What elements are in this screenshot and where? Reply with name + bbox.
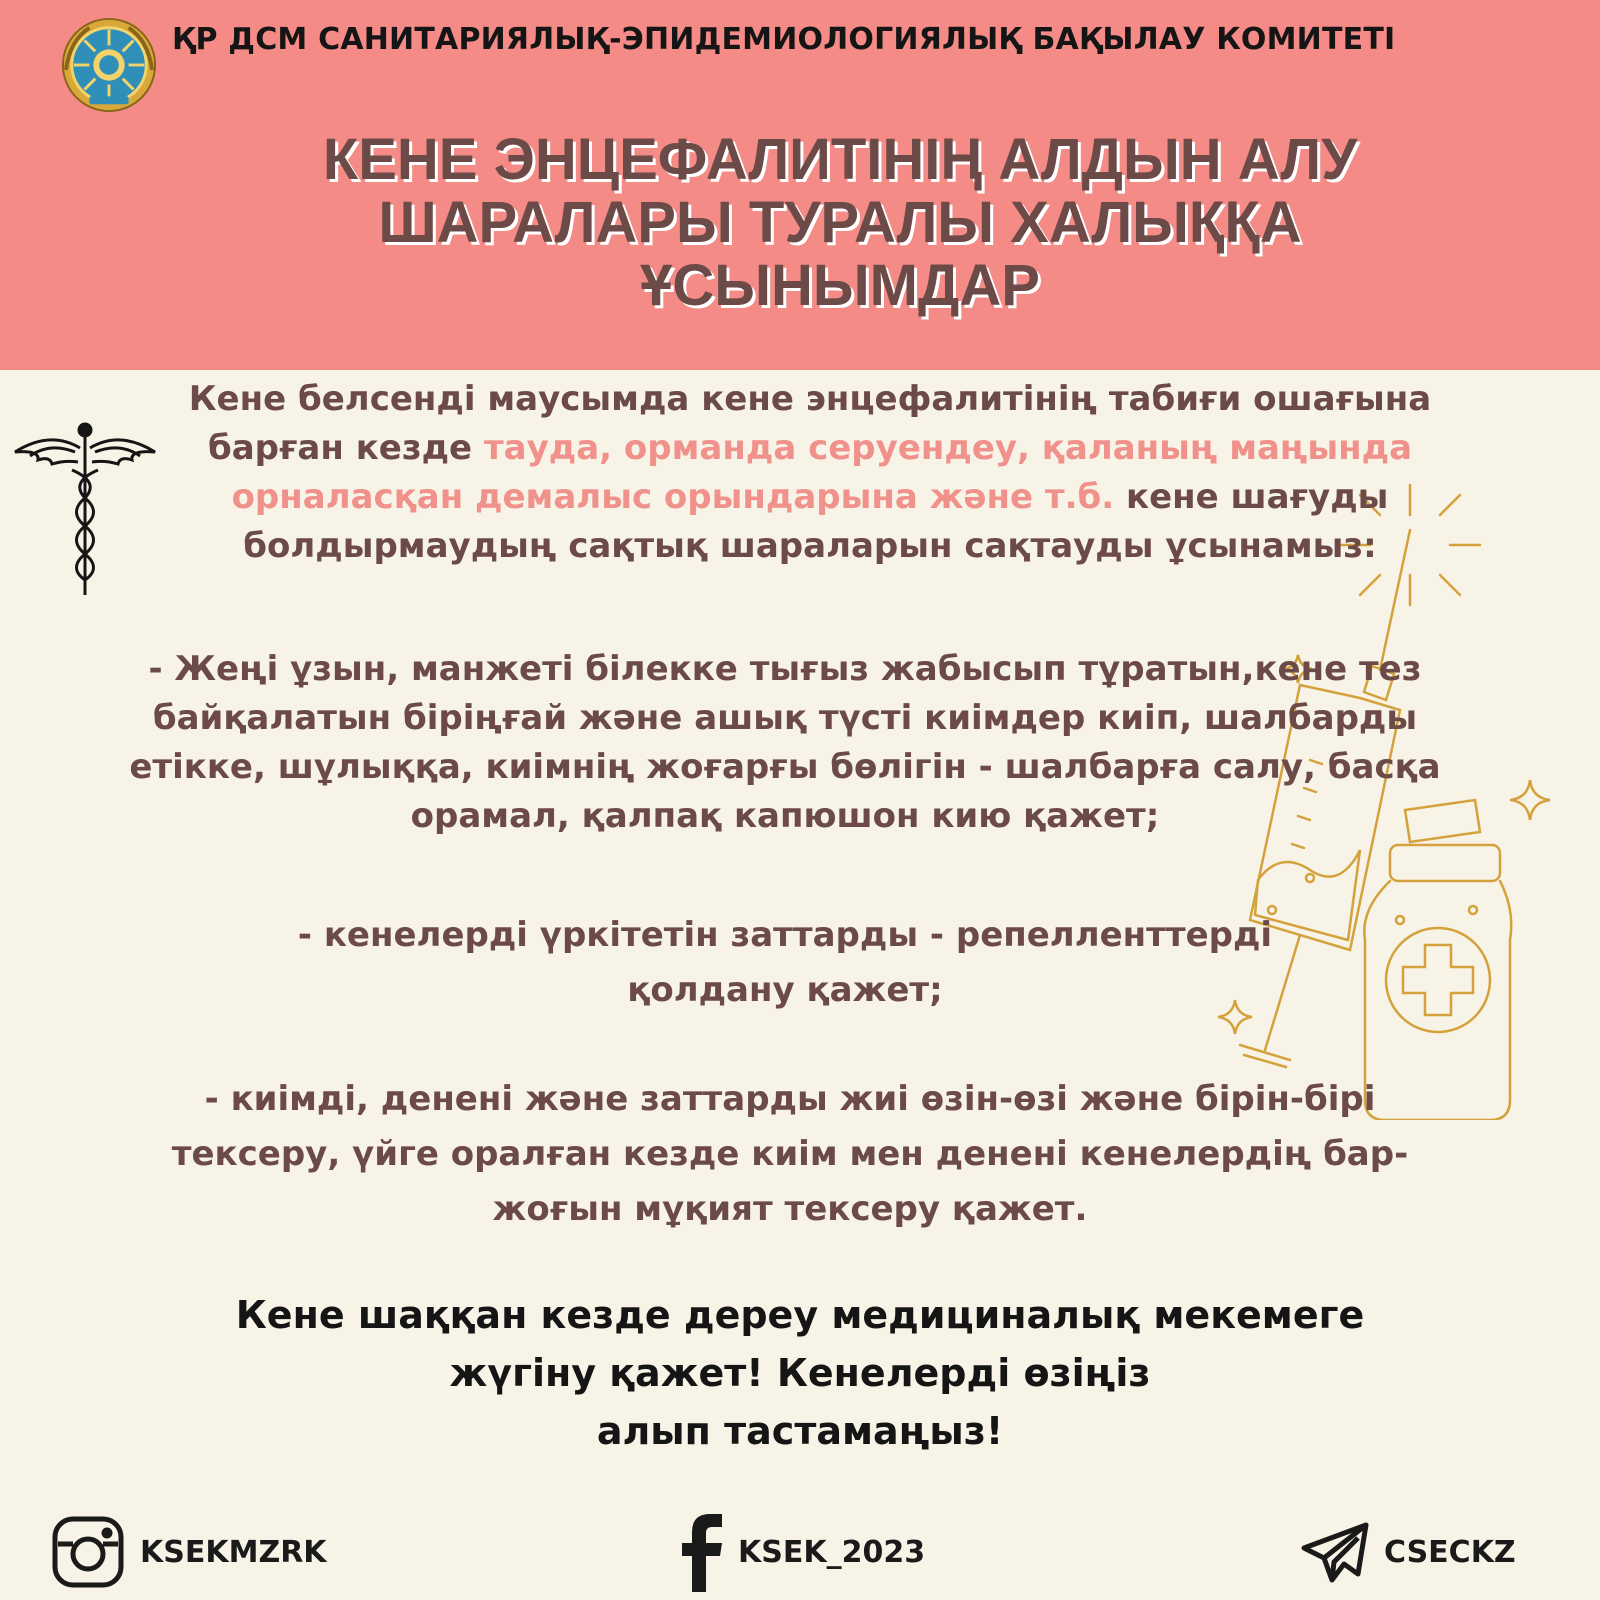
telegram-handle: CSECKZ <box>1384 1534 1516 1570</box>
intro-highlight: тауда, орманда серуендеу, қаланың маңында орналасқан демалыс орындарына және т.б. <box>231 428 1413 517</box>
instagram-handle: KSEKMZRK <box>140 1534 327 1570</box>
facebook-icon <box>680 1512 724 1592</box>
organization-title: ҚР ДСМ САНИТАРИЯЛЫҚ-ЭПИДЕМИОЛОГИЯЛЫҚ БАҚЫЛАУ КОМИТЕТІ <box>172 22 1396 57</box>
recommendation-item: - кенелерді үркітетін заттарды - репелленттерді қолдану қажет; <box>297 915 1273 1010</box>
instagram-link[interactable] <box>50 1512 327 1592</box>
instagram-icon <box>50 1514 126 1590</box>
telegram-icon <box>1300 1520 1370 1584</box>
title-line: КЕНЕ ЭНЦЕФАЛИТІНІҢ АЛДЫН АЛУ <box>322 127 1358 192</box>
page-title <box>250 128 1430 317</box>
warning-message <box>170 1286 1430 1460</box>
intro-paragraph <box>150 375 1470 571</box>
facebook-link[interactable] <box>680 1512 925 1592</box>
telegram-link[interactable] <box>1300 1512 1516 1592</box>
recommendation-item: - Жеңі ұзын, манжеті білекке тығыз жабысып тұратын,кене тез байқалатын біріңғай және ашық түсті киімдер киіп, шалбарды етікке, шұлыққа, киімнің жоғарғы бөлігін - шалбарға салу, басқа орамал, қалпақ капюшон кию қажет; <box>129 649 1441 836</box>
title-line: ШАРАЛАРЫ ТУРАЛЫ ХАЛЫҚҚА <box>378 190 1302 255</box>
intro-text: Кене белсенді маусымда кене энцефалитінің табиғи ошағына барған кезде <box>188 379 1432 468</box>
intro-text-end: кене шағуды болдырмаудың сақтық шараларын сақтауды ұсынамыз: <box>243 477 1389 566</box>
warning-line: Кене шаққан кезде дереу медициналық мекемеге <box>235 1293 1365 1337</box>
recommendation-item: - киімді, денені және заттарды жиі өзін-өзі және бірін-бірі тексеру, үйге оралған кезде киім мен денені кенелердің бар-жоғын мұқият тексеру қажет. <box>171 1079 1409 1229</box>
title-line: ҰСЫНЫМДАР <box>640 253 1040 318</box>
header-banner <box>0 0 1600 370</box>
facebook-handle: KSEK_2023 <box>738 1534 926 1570</box>
warning-line: жүгіну қажет! Кенелерді өзіңіз <box>449 1351 1151 1395</box>
state-emblem-icon <box>60 16 158 114</box>
warning-line: алып тастамаңыз! <box>596 1409 1004 1453</box>
caduceus-icon <box>10 420 160 600</box>
